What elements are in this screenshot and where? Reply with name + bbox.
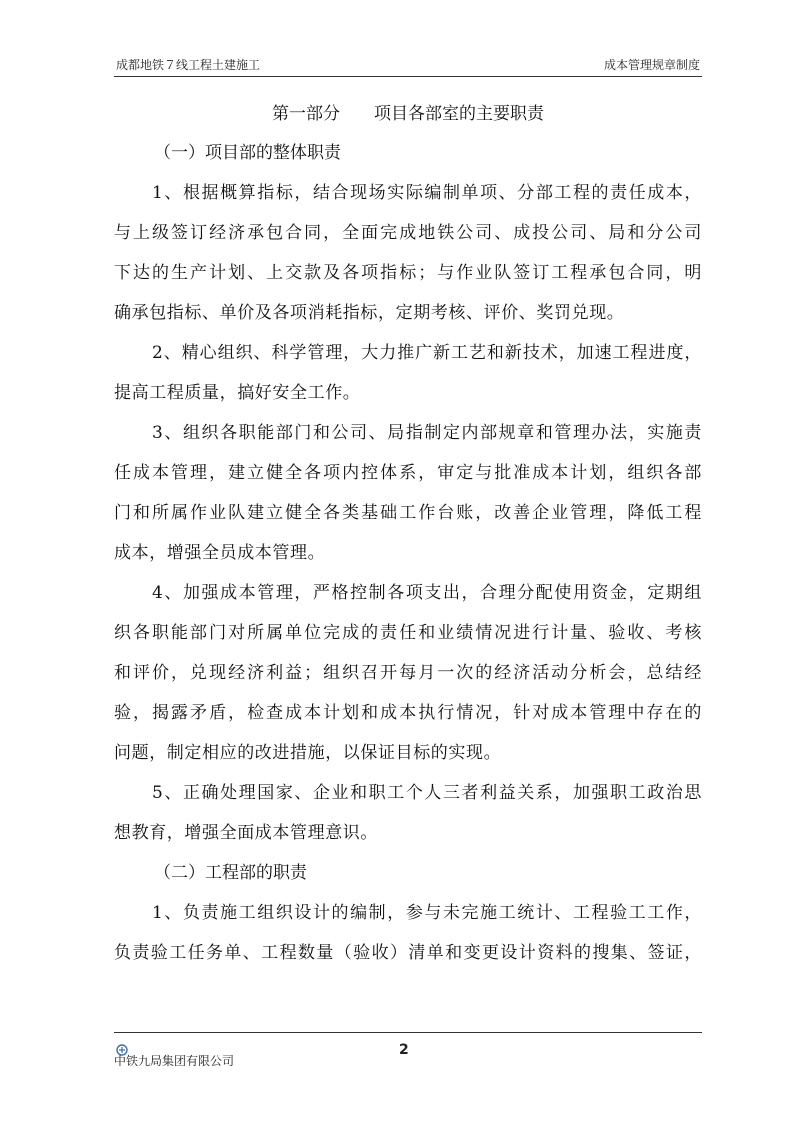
paragraph-line: 成本，增强全员成本管理。 (114, 543, 326, 563)
header-document-name: 成本管理规章制度 (603, 58, 700, 72)
paragraph-line: 4、加强成本管理，严格控制各项支出，合理分配使用资金，定期组 (152, 583, 702, 603)
paragraph-line: 织各职能部门对所属单位完成的责任和业绩情况进行计量、验收、考核 (114, 623, 702, 643)
paragraph-line: 想教育，增强全面成本管理意识。 (114, 823, 378, 843)
paragraph-line: 门和所属作业队建立健全各类基础工作台账，改善企业管理，降低工程 (114, 503, 702, 523)
paragraph-line: 1、根据概算指标，结合现场实际编制单项、分部工程的责任成本， (152, 183, 702, 203)
paragraph-line: 2、精心组织、科学管理，大力推广新工艺和新技术，加速工程进度， (152, 343, 702, 363)
paragraph-line: 与上级签订经济承包合同，全面完成地铁公司、成投公司、局和分公司 (114, 223, 702, 243)
part-title: 第一部分 项目各部室的主要职责 (272, 104, 544, 124)
paragraph-line: 下达的生产计划、上交款及各项指标；与作业队签订工程承包合同，明 (114, 263, 702, 283)
page-header (114, 54, 702, 77)
paragraph-2 (114, 333, 702, 413)
paragraph-1 (114, 173, 702, 333)
paragraph-line: 负责验工任务单、工程数量（验收）清单和变更设计资料的搜集、签证， (114, 943, 702, 963)
section-heading-1: （一）项目部的整体职责 (154, 143, 341, 163)
section-heading-2: （二）工程部的职责 (154, 863, 307, 883)
paragraph-line: 1、负责施工组织设计的编制，参与未完施工统计、工程验工工作， (152, 903, 702, 923)
paragraph-line: 5、正确处理国家、企业和职工个人三者利益关系，加强职工政治思 (152, 783, 702, 803)
paragraph-line: 问题，制定相应的改进措施，以保证目标的实现。 (114, 743, 502, 763)
document-body (114, 95, 702, 973)
footer-company-name: 中铁九局集团有限公司 (114, 1054, 235, 1068)
paragraph-line: 3、组织各职能部门和公司、局指制定内部规章和管理办法，实施责 (152, 423, 702, 443)
paragraph-line: 提高工程质量，搞好安全工作。 (114, 383, 361, 403)
paragraph-5 (114, 773, 702, 853)
paragraph-line: 确承包指标、单价及各项消耗指标，定期考核、评价、奖罚兑现。 (114, 303, 625, 323)
footer-rule (114, 1032, 702, 1033)
paragraph-line: 和评价，兑现经济利益；组织召开每月一次的经济活动分析会，总结经 (114, 663, 702, 683)
paragraph-line: 任成本管理，建立健全各项内控体系，审定与批准成本计划，组织各部 (114, 463, 702, 483)
paragraph-4 (114, 573, 702, 773)
paragraph-line: 验，揭露矛盾，检查成本计划和成本执行情况，针对成本管理中存在的 (114, 703, 702, 723)
paragraph-6 (114, 893, 702, 973)
paragraph-3 (114, 413, 702, 573)
header-project-name: 成都地铁７线工程土建施工 (116, 58, 261, 72)
page-number: 2 (399, 1042, 409, 1058)
